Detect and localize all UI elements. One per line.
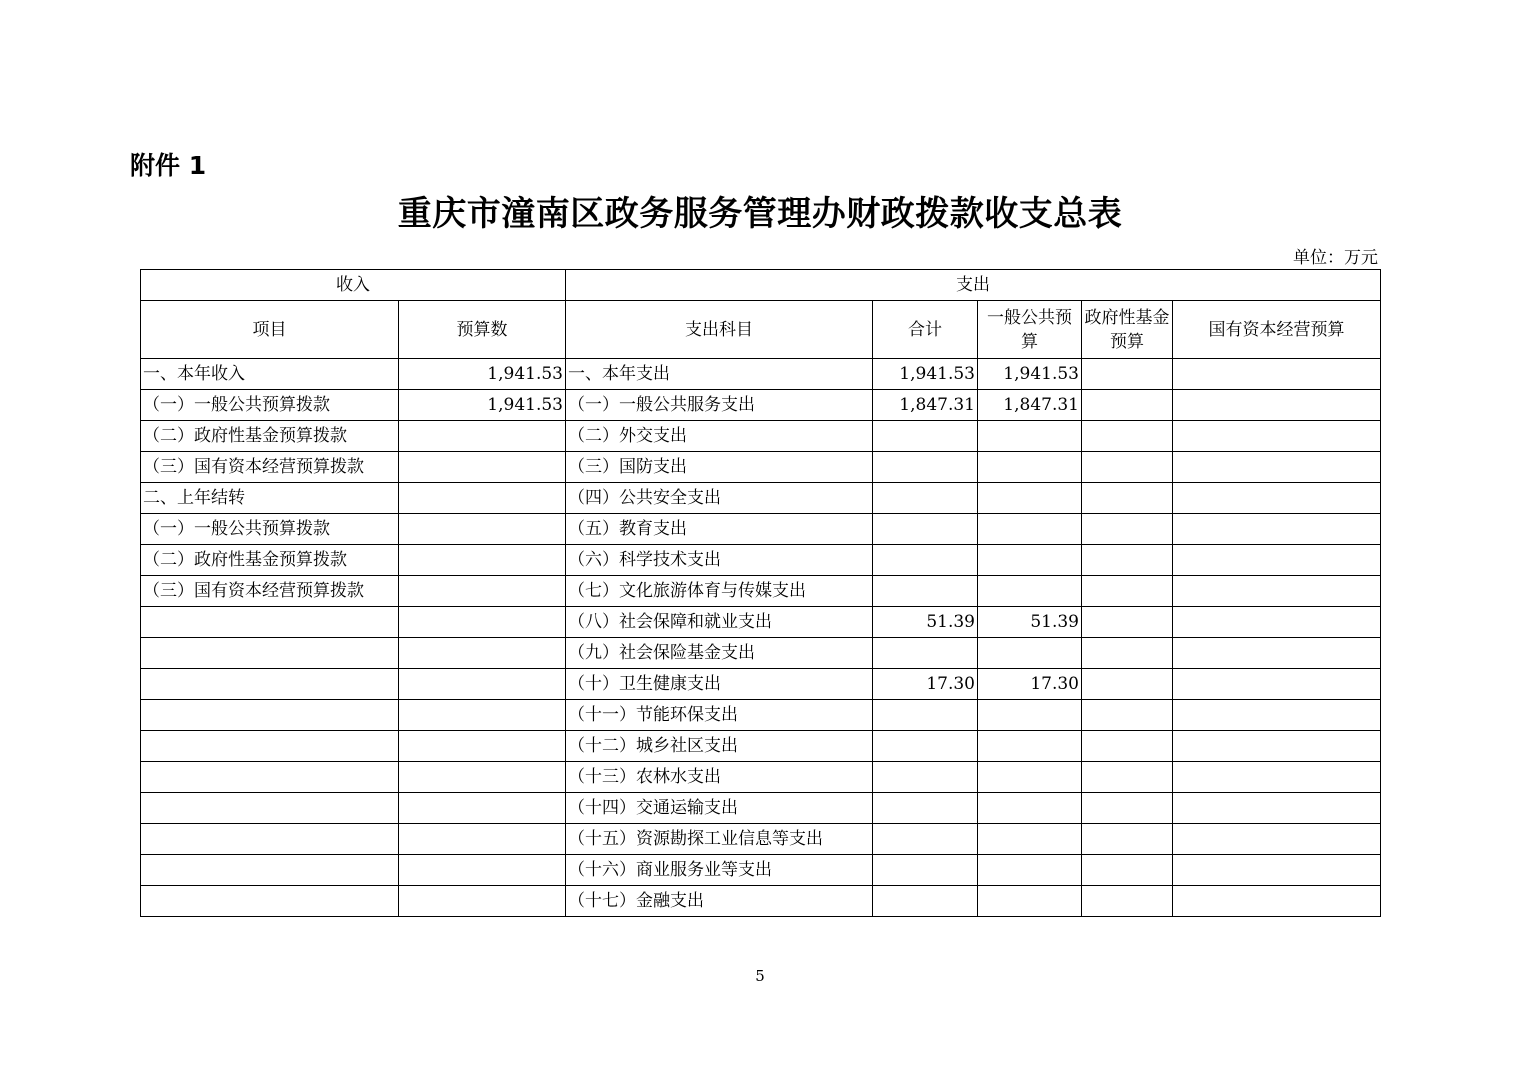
table-cell: [1082, 793, 1173, 824]
column-header: 支出科目: [566, 301, 873, 359]
column-header: 政府性基金预算: [1082, 301, 1173, 359]
table-cell: （二）外交支出: [566, 421, 873, 452]
table-cell: [1173, 793, 1381, 824]
table-cell: [1082, 483, 1173, 514]
table-cell: [978, 452, 1082, 483]
table-cell: [1082, 576, 1173, 607]
table-cell: [141, 700, 399, 731]
table-cell: [873, 421, 978, 452]
table-row: [141, 421, 1381, 452]
table-cell: [1082, 452, 1173, 483]
table-cell: [399, 700, 566, 731]
table-cell: （六）科学技术支出: [566, 545, 873, 576]
table-cell: （十三）农林水支出: [566, 762, 873, 793]
table-cell: [399, 514, 566, 545]
table-cell: [1082, 421, 1173, 452]
table-cell: [1173, 700, 1381, 731]
table-cell: 1,941.53: [873, 359, 978, 390]
table-cell: [1082, 824, 1173, 855]
table-cell: [1082, 855, 1173, 886]
table-cell: （十四）交通运输支出: [566, 793, 873, 824]
table-cell: （二）政府性基金预算拨款: [141, 545, 399, 576]
table-cell: [873, 886, 978, 917]
table-row: [141, 793, 1381, 824]
table-cell: （九）社会保险基金支出: [566, 638, 873, 669]
table-cell: [1173, 390, 1381, 421]
table-cell: [1173, 421, 1381, 452]
table-cell: [873, 731, 978, 762]
income-header: 收入: [141, 270, 566, 301]
table-cell: [873, 855, 978, 886]
table-cell: [1082, 545, 1173, 576]
column-header: 国有资本经营预算: [1173, 301, 1381, 359]
table-cell: [978, 421, 1082, 452]
table-cell: [1173, 452, 1381, 483]
table-cell: [1082, 700, 1173, 731]
table-cell: [1082, 607, 1173, 638]
table-cell: [873, 483, 978, 514]
table-cell: [1173, 669, 1381, 700]
table-cell: （一）一般公共预算拨款: [141, 514, 399, 545]
table-row: [141, 452, 1381, 483]
table-cell: [141, 855, 399, 886]
table-cell: [978, 731, 1082, 762]
table-cell: [978, 514, 1082, 545]
table-cell: [1173, 545, 1381, 576]
table-cell: [873, 638, 978, 669]
table-cell: [1173, 824, 1381, 855]
table-cell: [1082, 638, 1173, 669]
table-cell: [399, 421, 566, 452]
table-cell: （十一）节能环保支出: [566, 700, 873, 731]
table-cell: [399, 607, 566, 638]
table-cell: [873, 700, 978, 731]
table-cell: [873, 452, 978, 483]
table-cell: （一）一般公共服务支出: [566, 390, 873, 421]
table-cell: [1082, 390, 1173, 421]
table-cell: [399, 762, 566, 793]
table-cell: 一、本年支出: [566, 359, 873, 390]
table-cell: （十）卫生健康支出: [566, 669, 873, 700]
table-cell: [1173, 576, 1381, 607]
page-title: 重庆市潼南区政务服务管理办财政拨款收支总表: [397, 194, 1123, 234]
table-row: [141, 762, 1381, 793]
table-cell: [399, 545, 566, 576]
table-cell: （二）政府性基金预算拨款: [141, 421, 399, 452]
table-cell: 一、本年收入: [141, 359, 399, 390]
table-cell: （五）教育支出: [566, 514, 873, 545]
table-cell: [1173, 514, 1381, 545]
table-row: [141, 886, 1381, 917]
table-cell: 17.30: [873, 669, 978, 700]
table-cell: [399, 824, 566, 855]
table-cell: [399, 576, 566, 607]
table-body: [141, 359, 1381, 917]
column-header-row: [141, 301, 1381, 359]
table-cell: 51.39: [873, 607, 978, 638]
table-cell: 1,941.53: [978, 359, 1082, 390]
table-cell: （八）社会保障和就业支出: [566, 607, 873, 638]
table-row: [141, 855, 1381, 886]
table-cell: [978, 483, 1082, 514]
table-cell: [1082, 669, 1173, 700]
table-cell: 1,941.53: [399, 359, 566, 390]
table-cell: （十六）商业服务业等支出: [566, 855, 873, 886]
table-cell: [1082, 514, 1173, 545]
table-cell: [141, 731, 399, 762]
page-number: 5: [755, 967, 765, 985]
table-row: [141, 607, 1381, 638]
table-cell: [399, 886, 566, 917]
table-cell: [399, 731, 566, 762]
table-row: [141, 731, 1381, 762]
table-cell: [1173, 886, 1381, 917]
table-cell: [141, 638, 399, 669]
table-cell: [1082, 762, 1173, 793]
attachment-label: 附件 1: [130, 151, 207, 180]
table-cell: 17.30: [978, 669, 1082, 700]
table-cell: 1,847.31: [873, 390, 978, 421]
table-cell: [141, 607, 399, 638]
table-cell: [141, 793, 399, 824]
table-cell: （十七）金融支出: [566, 886, 873, 917]
table-cell: [873, 824, 978, 855]
table-cell: [1082, 886, 1173, 917]
table-cell: [978, 545, 1082, 576]
table-cell: （十二）城乡社区支出: [566, 731, 873, 762]
expense-header: 支出: [566, 270, 1381, 301]
table-row: [141, 390, 1381, 421]
table-row: [141, 359, 1381, 390]
table-cell: [399, 452, 566, 483]
table-cell: （一）一般公共预算拨款: [141, 390, 399, 421]
table-cell: [399, 855, 566, 886]
table-cell: [1173, 359, 1381, 390]
table-cell: [978, 638, 1082, 669]
table-cell: [873, 545, 978, 576]
table-cell: [141, 824, 399, 855]
table-row: [141, 576, 1381, 607]
table-cell: [873, 514, 978, 545]
table-cell: 1,941.53: [399, 390, 566, 421]
column-header: 预算数: [399, 301, 566, 359]
table-cell: [141, 762, 399, 793]
table-cell: [873, 793, 978, 824]
table-cell: [978, 886, 1082, 917]
table-cell: [399, 638, 566, 669]
table-cell: [873, 762, 978, 793]
table-row: [141, 545, 1381, 576]
column-header: 一般公共预算: [978, 301, 1082, 359]
table-row: [141, 824, 1381, 855]
table-cell: [1173, 483, 1381, 514]
table-cell: [399, 669, 566, 700]
table-cell: （三）国防支出: [566, 452, 873, 483]
table-cell: [141, 886, 399, 917]
table-cell: 51.39: [978, 607, 1082, 638]
table-cell: [1173, 855, 1381, 886]
table-cell: [978, 700, 1082, 731]
table-cell: （三）国有资本经营预算拨款: [141, 452, 399, 483]
table-cell: [1082, 731, 1173, 762]
table-cell: （四）公共安全支出: [566, 483, 873, 514]
column-header: 项目: [141, 301, 399, 359]
table-cell: [978, 793, 1082, 824]
unit-label: 单位：万元: [1293, 248, 1378, 268]
table-row: [141, 669, 1381, 700]
table-row: [141, 700, 1381, 731]
table-cell: [1173, 607, 1381, 638]
table-row: [141, 514, 1381, 545]
table-cell: [1173, 731, 1381, 762]
table-cell: [978, 762, 1082, 793]
table-row: [141, 638, 1381, 669]
table-cell: [399, 793, 566, 824]
table-cell: （十五）资源勘探工业信息等支出: [566, 824, 873, 855]
table-cell: [1082, 359, 1173, 390]
table-cell: （七）文化旅游体育与传媒支出: [566, 576, 873, 607]
table-cell: [1173, 638, 1381, 669]
table-cell: [978, 855, 1082, 886]
table-cell: [399, 483, 566, 514]
budget-table: [140, 269, 1381, 917]
table-cell: 1,847.31: [978, 390, 1082, 421]
table-cell: [873, 576, 978, 607]
column-header: 合计: [873, 301, 978, 359]
table-cell: （三）国有资本经营预算拨款: [141, 576, 399, 607]
table-row: [141, 483, 1381, 514]
table-cell: 二、上年结转: [141, 483, 399, 514]
group-header-row: [141, 270, 1381, 301]
table-cell: [978, 824, 1082, 855]
table-cell: [978, 576, 1082, 607]
table-cell: [1173, 762, 1381, 793]
table-cell: [141, 669, 399, 700]
